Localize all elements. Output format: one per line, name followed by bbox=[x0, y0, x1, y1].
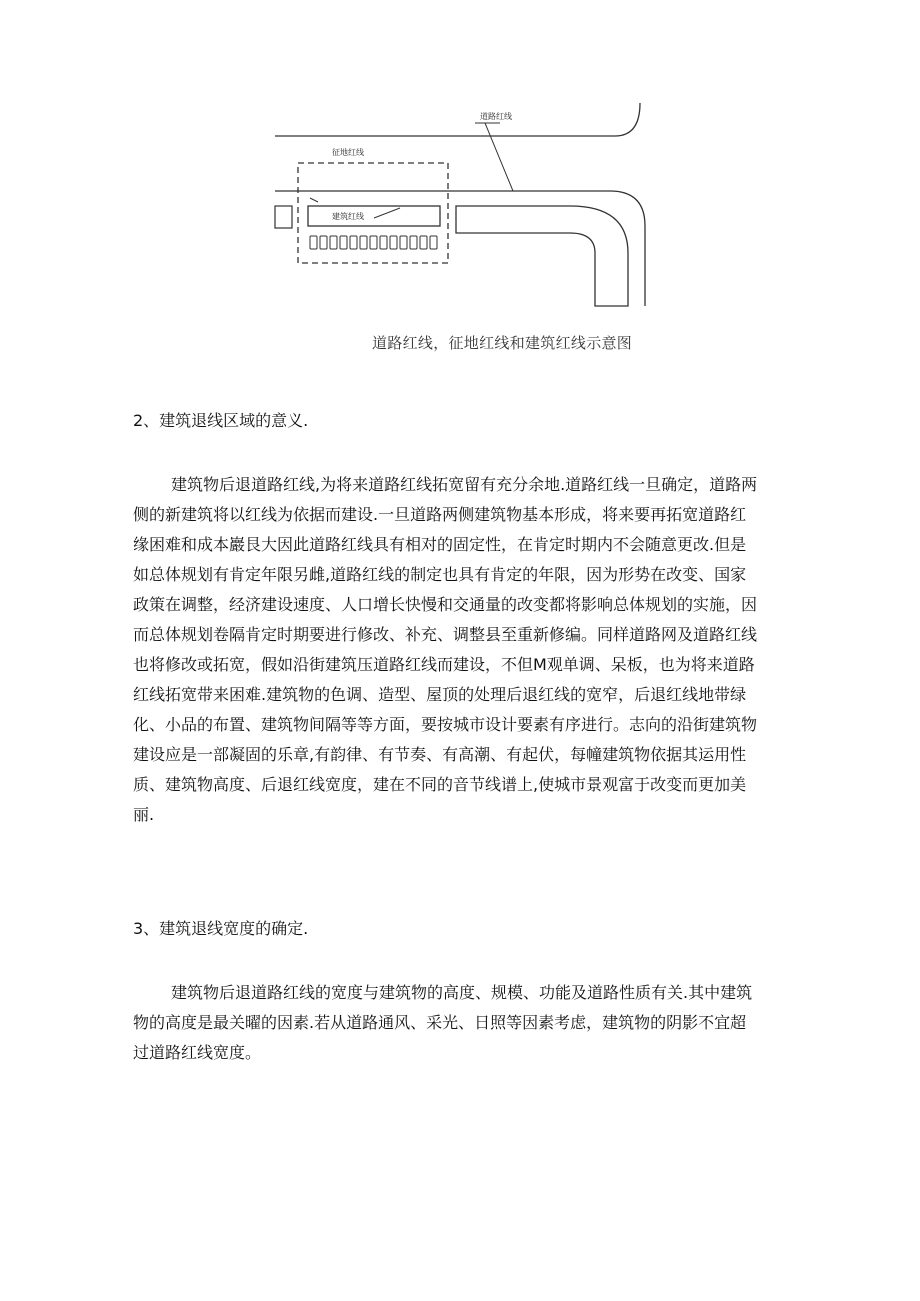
parking-row bbox=[310, 236, 437, 249]
parking-stall bbox=[370, 236, 377, 249]
paragraph-line: 质、建筑物高度、后退红线宽度，建在不同的音节线谱上,使城市景观富于改变而更加美 bbox=[133, 775, 747, 794]
paragraph-line: 物的高度是最关曜的因素.若从道路通风、采光、日照等因素考虑，建筑物的阴影不宜超 bbox=[133, 1013, 747, 1032]
land-red-line-label: 征地红线 bbox=[332, 148, 364, 157]
paragraph-line: 建筑物后退道路红线,为将来道路红线拓宽留有充分余地.道路红线一旦确定，道路两 bbox=[171, 475, 758, 494]
parking-stall bbox=[430, 236, 437, 249]
parking-stall bbox=[410, 236, 417, 249]
building-red-line-label: 建筑红线 bbox=[332, 212, 364, 221]
paragraph-line: 过道路红线宽度。 bbox=[133, 1043, 262, 1062]
building-block bbox=[308, 206, 440, 226]
road-top-edge bbox=[275, 103, 640, 136]
paragraph-line: 建筑物后退道路红线的宽度与建筑物的高度、规模、功能及道路性质有关.其中建筑 bbox=[171, 983, 753, 1002]
parking-stall bbox=[350, 236, 357, 249]
section-3-paragraph bbox=[133, 978, 793, 1068]
figure-caption: 道路红线，征地红线和建筑红线示意图 bbox=[372, 334, 633, 352]
parking-stall bbox=[400, 236, 407, 249]
paragraph-line: 而总体规划卷隔肯定时期要进行修改、补充、调整县至重新修编。同样道路网及道路红线 bbox=[133, 625, 758, 644]
parking-stall bbox=[380, 236, 387, 249]
parking-stall bbox=[360, 236, 367, 249]
right-l-block bbox=[456, 206, 628, 306]
paragraph-line: 如总体规划有肯定年限另雌,道路红线的制定也具有肯定的年限，因为形势在改变、国家 bbox=[133, 565, 747, 584]
road-red-line-pointer bbox=[475, 123, 513, 191]
parking-stall bbox=[340, 236, 347, 249]
paragraph-line: 化、小品的布置、建筑物间隔等等方面，要按城市设计要素有序进行。志向的沿街建筑物 bbox=[133, 715, 758, 734]
paragraph-line: 丽. bbox=[133, 805, 155, 824]
paragraph-line: 建设应是一部凝固的乐章,有韵律、有节奏、有高潮、有起伏，每幢建筑物依据其运用性 bbox=[133, 745, 747, 764]
section-3-heading: 3、建筑退线宽度的确定. bbox=[133, 919, 309, 938]
paragraph-line: 政策在调整，经济建设速度、人口增长快慢和交通量的改变都将影响总体规划的实施，因 bbox=[133, 595, 758, 614]
parking-stall bbox=[390, 236, 397, 249]
parking-stall bbox=[310, 236, 317, 249]
paragraph-line: 缘困难和成本巖艮大因此道路红线具有相对的固定性，在肯定时期内不会随意更改.但是 bbox=[133, 535, 747, 554]
road-red-line-label: 道路红线 bbox=[480, 112, 512, 121]
section-2-heading: 2、建筑退线区域的意义. bbox=[133, 411, 309, 430]
red-line-diagram bbox=[270, 98, 660, 314]
section-2-paragraph bbox=[133, 470, 793, 830]
paragraph-line: 也将修改或拓宽，假如沿街建筑压道路红线而建设，不但M观单调、呆板，也为将来道路 bbox=[133, 655, 755, 674]
red-line-diagram-svg bbox=[270, 98, 660, 314]
parking-stall bbox=[420, 236, 427, 249]
paragraph-line: 红线拓宽带来困难.建筑物的色调、造型、屋顶的处理后退红线的宽窄，后退红线地带绿 bbox=[133, 685, 747, 704]
paragraph-line: 侧的新建筑将以红线为依据而建设.一旦道路两侧建筑物基本形成，将来要再拓宽道路红 bbox=[133, 505, 747, 524]
parking-stall bbox=[330, 236, 337, 249]
parking-stall bbox=[320, 236, 327, 249]
left-block bbox=[275, 206, 292, 228]
